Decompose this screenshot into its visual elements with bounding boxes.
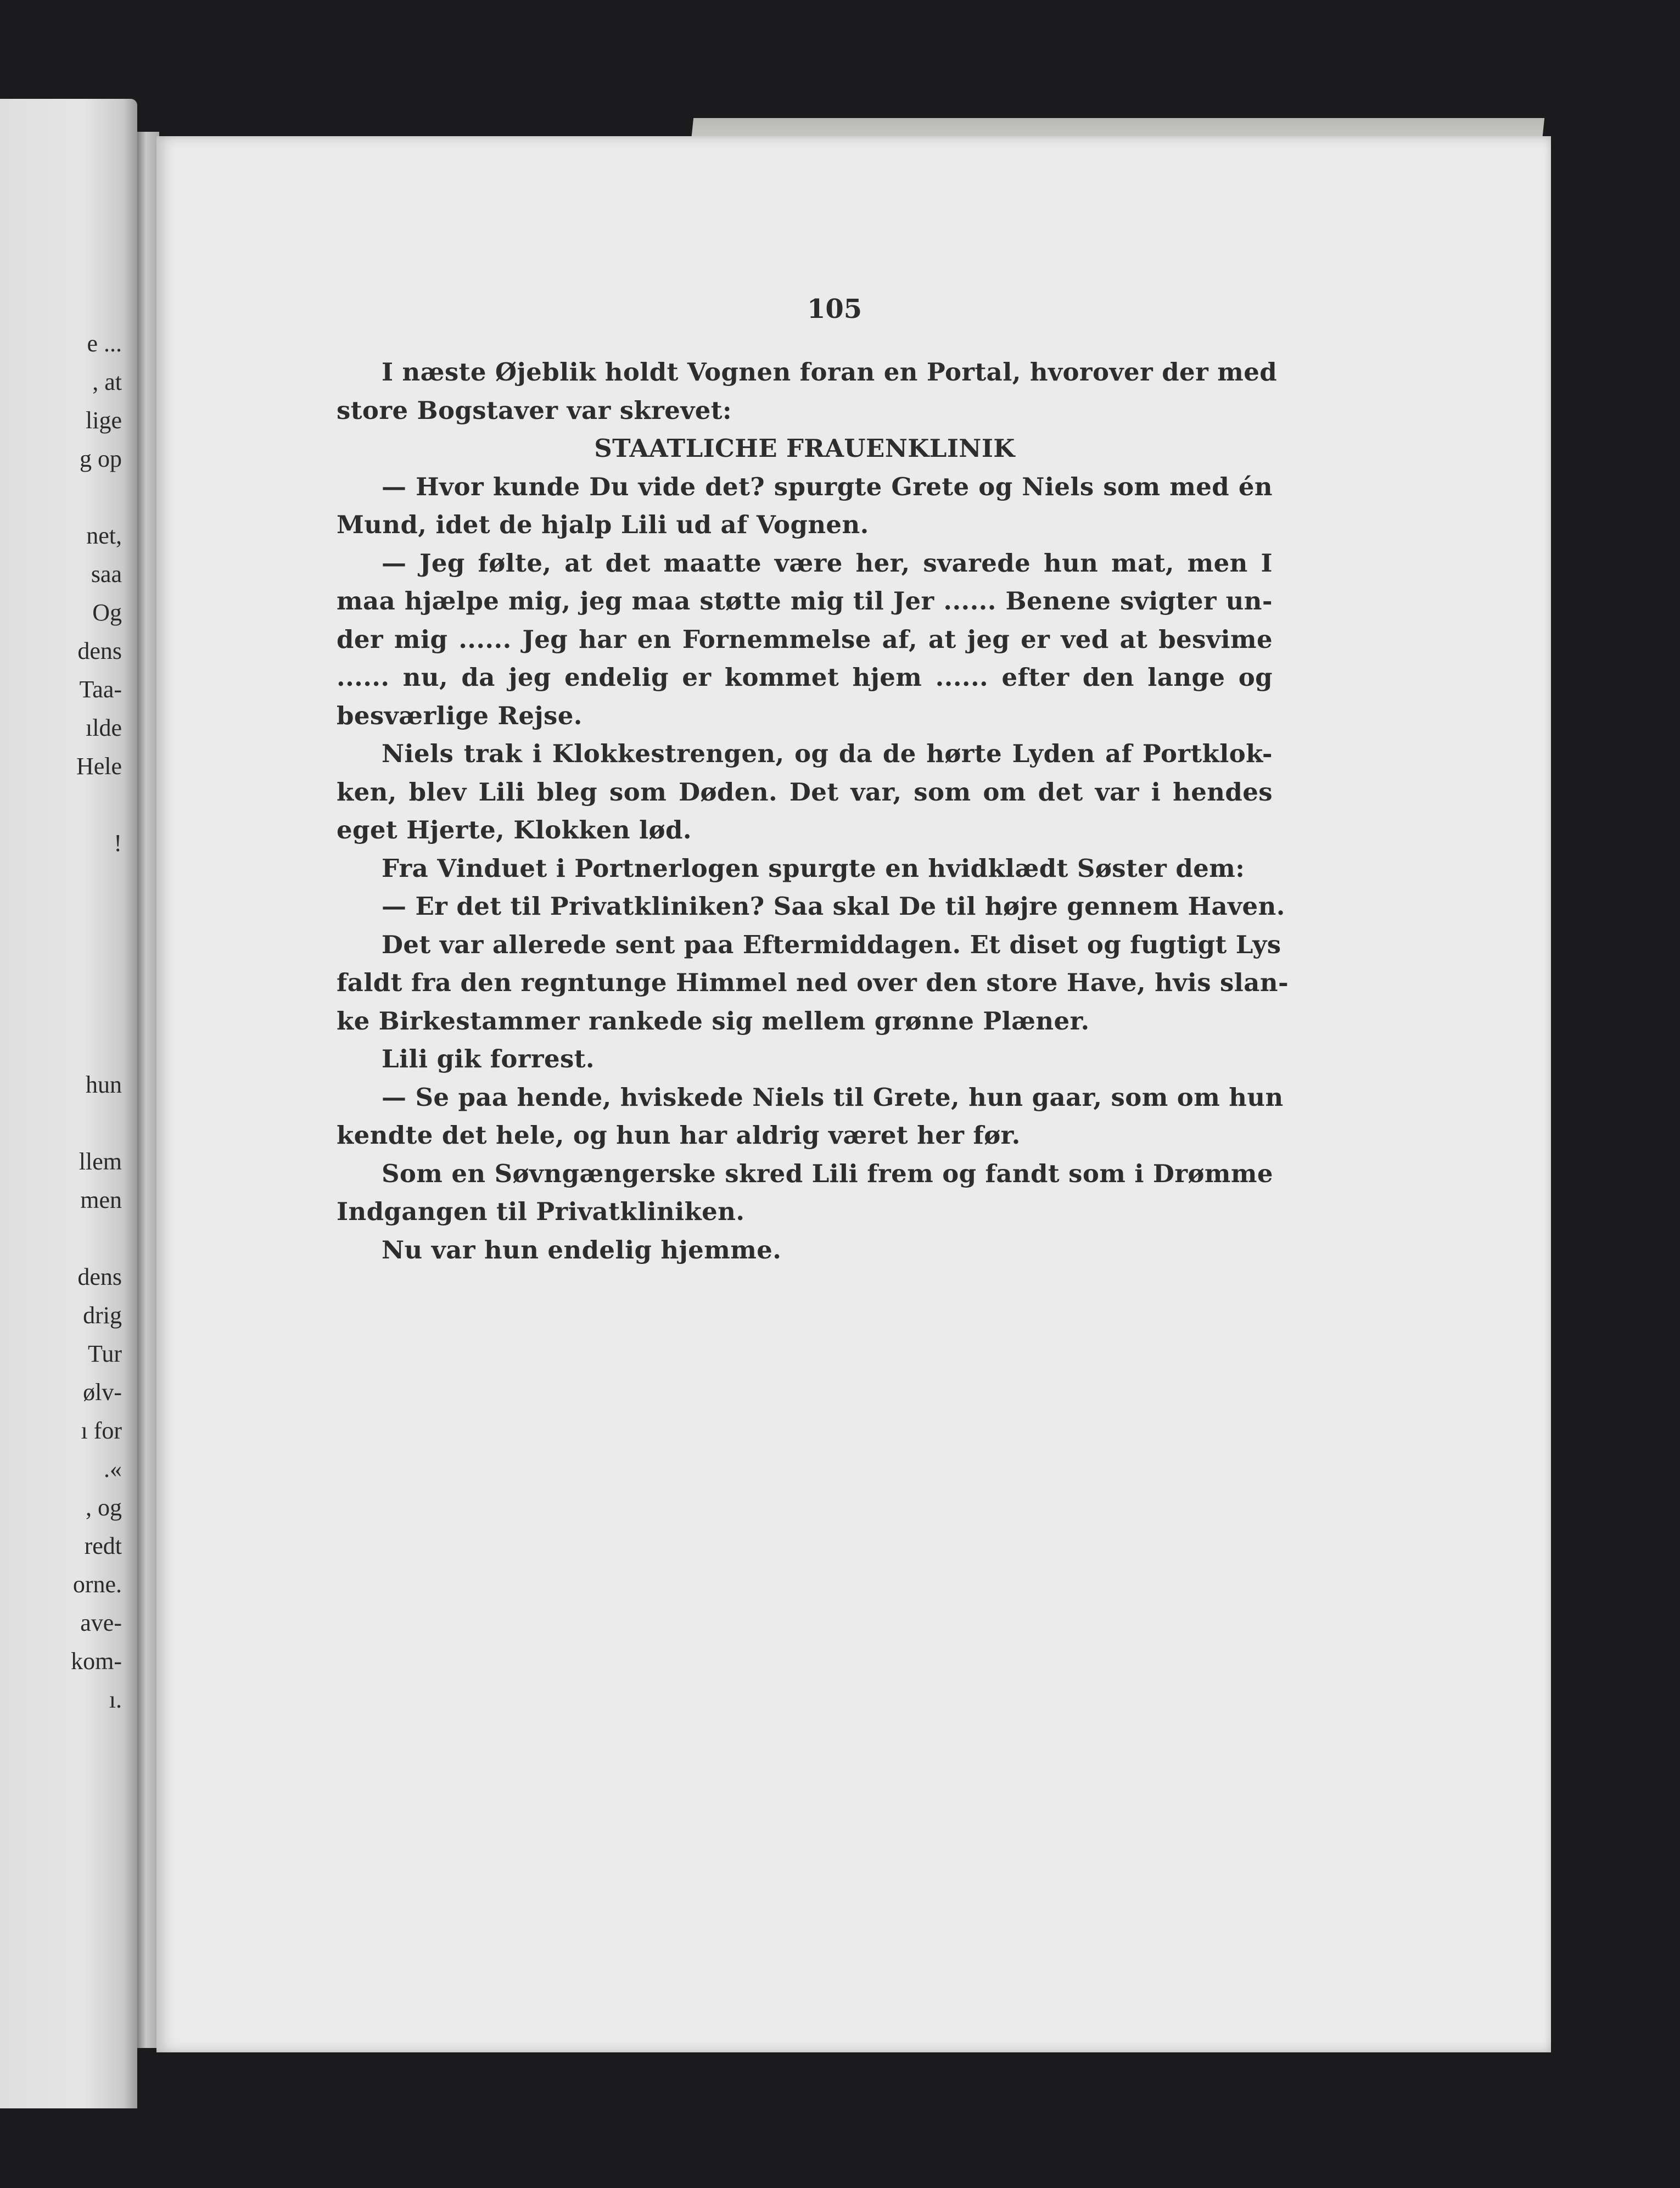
text-line: Fra Vinduet i Portnerlogen spurgte en hvidklædt Søster dem: <box>382 853 1245 883</box>
left-page-fragment: ı for <box>81 1417 122 1444</box>
text-line: maa hjælpe mig, jeg maa støtte mig til Jer ...... Benene svigter un- <box>337 586 1273 615</box>
text-line: ...... nu, da jeg endelig er kommet hjem ...... efter den lange og <box>337 663 1273 692</box>
left-page-fragment: dens <box>77 1263 122 1290</box>
text-line: ken, blev Lili bleg som Døden. Det var, som om det var i hendes <box>337 777 1273 807</box>
text-line: — Se paa hende, hviskede Niels til Grete, hun gaar, som om hun <box>382 1082 1284 1112</box>
left-page-fragment: Hele <box>76 753 122 780</box>
text-line: I næste Øjeblik holdt Vognen foran en Portal, hvorover der med <box>382 357 1278 387</box>
left-page-fragment: , og <box>86 1494 122 1521</box>
text-line: faldt fra den regntunge Himmel ned over den store Have, hvis slan- <box>337 968 1289 997</box>
left-page-fragment: llem <box>79 1148 122 1175</box>
body-text <box>337 353 1289 1269</box>
left-page-text-fragments <box>0 99 137 2108</box>
left-page-fragment: ı. <box>109 1686 122 1713</box>
text-line: — Jeg følte, at det maatte være her, svarede hun mat, men I <box>382 548 1273 578</box>
left-page-fragment: men <box>80 1187 122 1213</box>
left-page-fragment: ave- <box>80 1609 122 1636</box>
text-line: Nu var hun endelig hjemme. <box>382 1235 782 1264</box>
book-spine <box>137 132 159 2048</box>
text-line: Lili gik forrest. <box>382 1044 595 1073</box>
left-page-fragment: redt <box>84 1532 122 1559</box>
text-line: STAATLICHE FRAUENKLINIK <box>594 434 1015 463</box>
left-page-fragment: drig <box>83 1302 122 1329</box>
text-line: — Er det til Privatkliniken? Saa skal De til højre gennem Haven. <box>382 892 1285 921</box>
text-line: Niels trak i Klokkestrengen, og da de hørte Lyden af Portklok- <box>382 739 1273 768</box>
text-line: — Hvor kunde Du vide det? spurgte Grete og Niels som med én <box>382 472 1273 501</box>
left-page-fragment: Taa- <box>79 676 122 703</box>
text-line: store Bogstaver var skrevet: <box>337 395 732 425</box>
text-line: Det var allerede sent paa Eftermiddagen. Et diset og fugtigt Lys <box>382 930 1281 959</box>
left-page-fragment: lige <box>86 407 122 434</box>
text-line: eget Hjerte, Klokken lød. <box>337 815 692 844</box>
left-page-fragment: .« <box>104 1456 122 1482</box>
left-page-fragment: Og <box>92 599 122 626</box>
left-page-fragment: Tur <box>88 1340 122 1367</box>
text-line: Indgangen til Privatkliniken. <box>337 1197 745 1226</box>
text-line: Mund, idet de hjalp Lili ud af Vognen. <box>337 510 869 539</box>
text-line: der mig ...... Jeg har en Fornemmelse af, at jeg er ved at besvime <box>337 624 1273 654</box>
left-page-fragment: ølv- <box>83 1379 122 1406</box>
text-line: kendte det hele, og hun har aldrig været her før. <box>337 1121 1021 1150</box>
left-page-fragment: saa <box>91 561 122 587</box>
text-line: ke Birkestammer rankede sig mellem grønne Plæner. <box>337 1006 1090 1036</box>
text-line: besværlige Rejse. <box>337 701 583 730</box>
left-page-fragment: g op <box>80 445 122 472</box>
left-page-fragment: ılde <box>86 714 122 741</box>
left-page-fragment: net, <box>86 522 122 549</box>
left-page-fragment: orne. <box>72 1571 122 1598</box>
left-page <box>0 99 137 2108</box>
text-line: Som en Søvngængerske skred Lili frem og fandt som i Drømme <box>382 1159 1273 1188</box>
left-page-fragment: hun <box>86 1071 122 1098</box>
left-page-fragment: , at <box>92 368 122 395</box>
left-page-fragment: e ... <box>87 330 122 357</box>
left-page-fragment: kom- <box>71 1648 122 1675</box>
left-page-fragment: dens <box>77 637 122 664</box>
left-page-fragment: ! <box>114 830 122 857</box>
